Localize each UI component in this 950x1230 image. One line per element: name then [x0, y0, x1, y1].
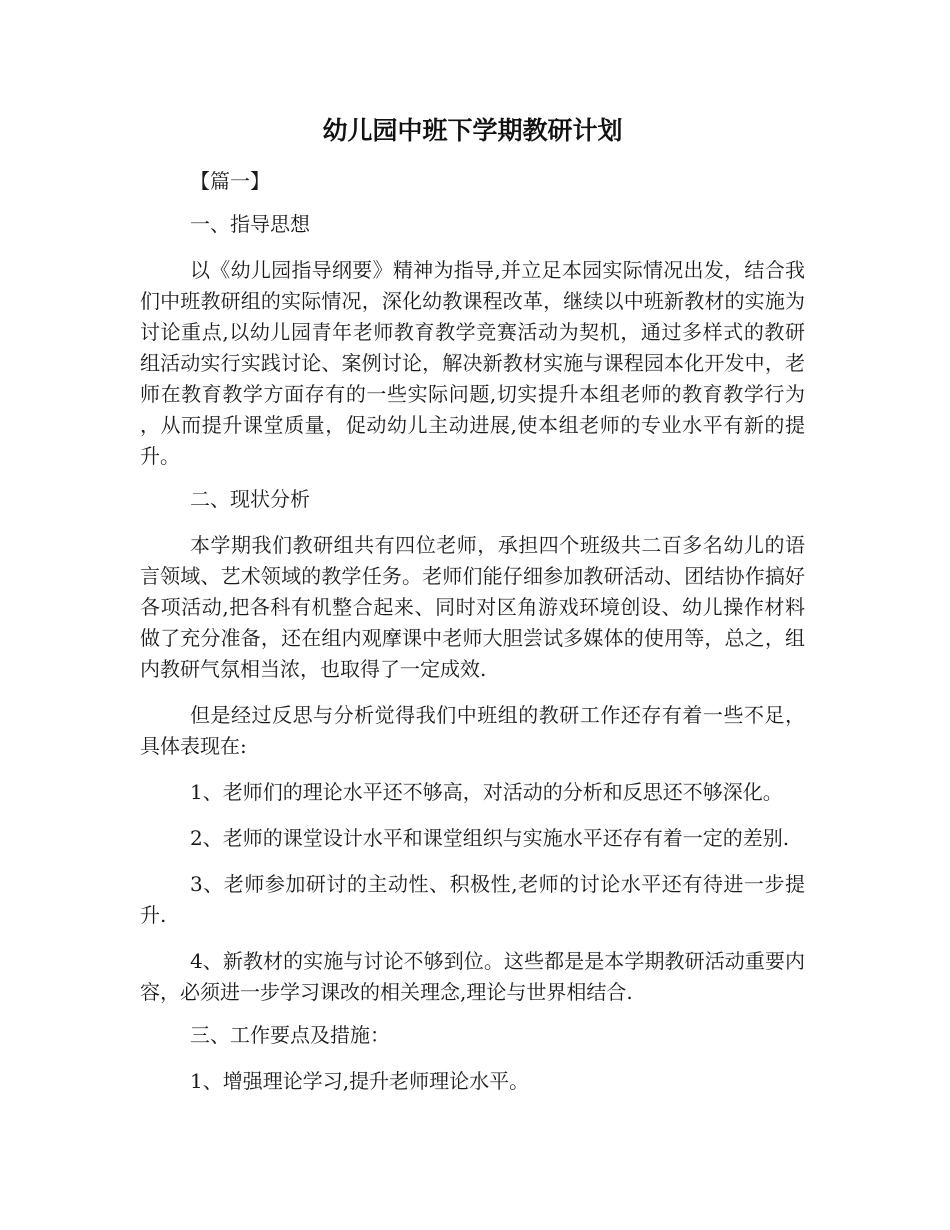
- list-item: 1、老师们的理论水平还不够高，对活动的分析和反思还不够深化。: [190, 780, 783, 804]
- paragraph: 本学期我们教研组共有四位老师，承担四个班级共二百多名幼儿的语言领域、艺术领域的教学任务。老师们能仔细参加教研活动、团结协作搞好各项活动,把各科有机整合起来、同时对区角游戏环境创设、幼儿操作材料做了充分准备，还在组内观摩课中老师大胆尝试多媒体的使用等，总之，组内教研气氛相当浓，也取得了一定成效.: [140, 533, 805, 681]
- list-item: 4、新教材的实施与讨论不够到位。这些都是是本学期教研活动重要内容，必须进一步学习课改的相关理念,理论与世界相结合.: [140, 949, 805, 1004]
- section-heading: 二、现状分析: [190, 487, 310, 511]
- list-item: 2、老师的课堂设计水平和课堂组织与实施水平还存有着一定的差别.: [190, 826, 790, 850]
- section-heading: 三、工作要点及措施：: [190, 1023, 390, 1047]
- paragraph: 但是经过反思与分析觉得我们中班组的教研工作还存有着一些不足，具体表现在:: [140, 703, 805, 758]
- section-heading: 一、指导思想: [190, 212, 310, 236]
- paragraph: 以《幼儿园指导纲要》精神为指导,并立足本园实际情况出发，结合我们中班教研组的实际情况，深化幼教课程改革，继续以中班新教材的实施为讨论重点,以幼儿园青年老师教育教学竞赛活动为契机，通过多样式的教研组活动实行实践讨论、案例讨论，解决新教材实施与课程园本化开发中，老师在教育教学方面存有的一些实际问题,切实提升本组老师的教育教学行为，从而提升课堂质量，促动幼儿主动进展,使本组老师的专业水平有新的提升。: [140, 258, 805, 468]
- document-page: [140, 0, 805, 1097]
- list-item: 1、增强理论学习,提升老师理论水平。: [190, 1069, 530, 1093]
- document-title: 幼儿园中班下学期教研计划: [322, 116, 623, 145]
- section-label: 【篇一】: [190, 169, 270, 193]
- list-item: 3、老师参加研讨的主动性、积极性,老师的讨论水平还有待进一步提升.: [140, 872, 805, 927]
